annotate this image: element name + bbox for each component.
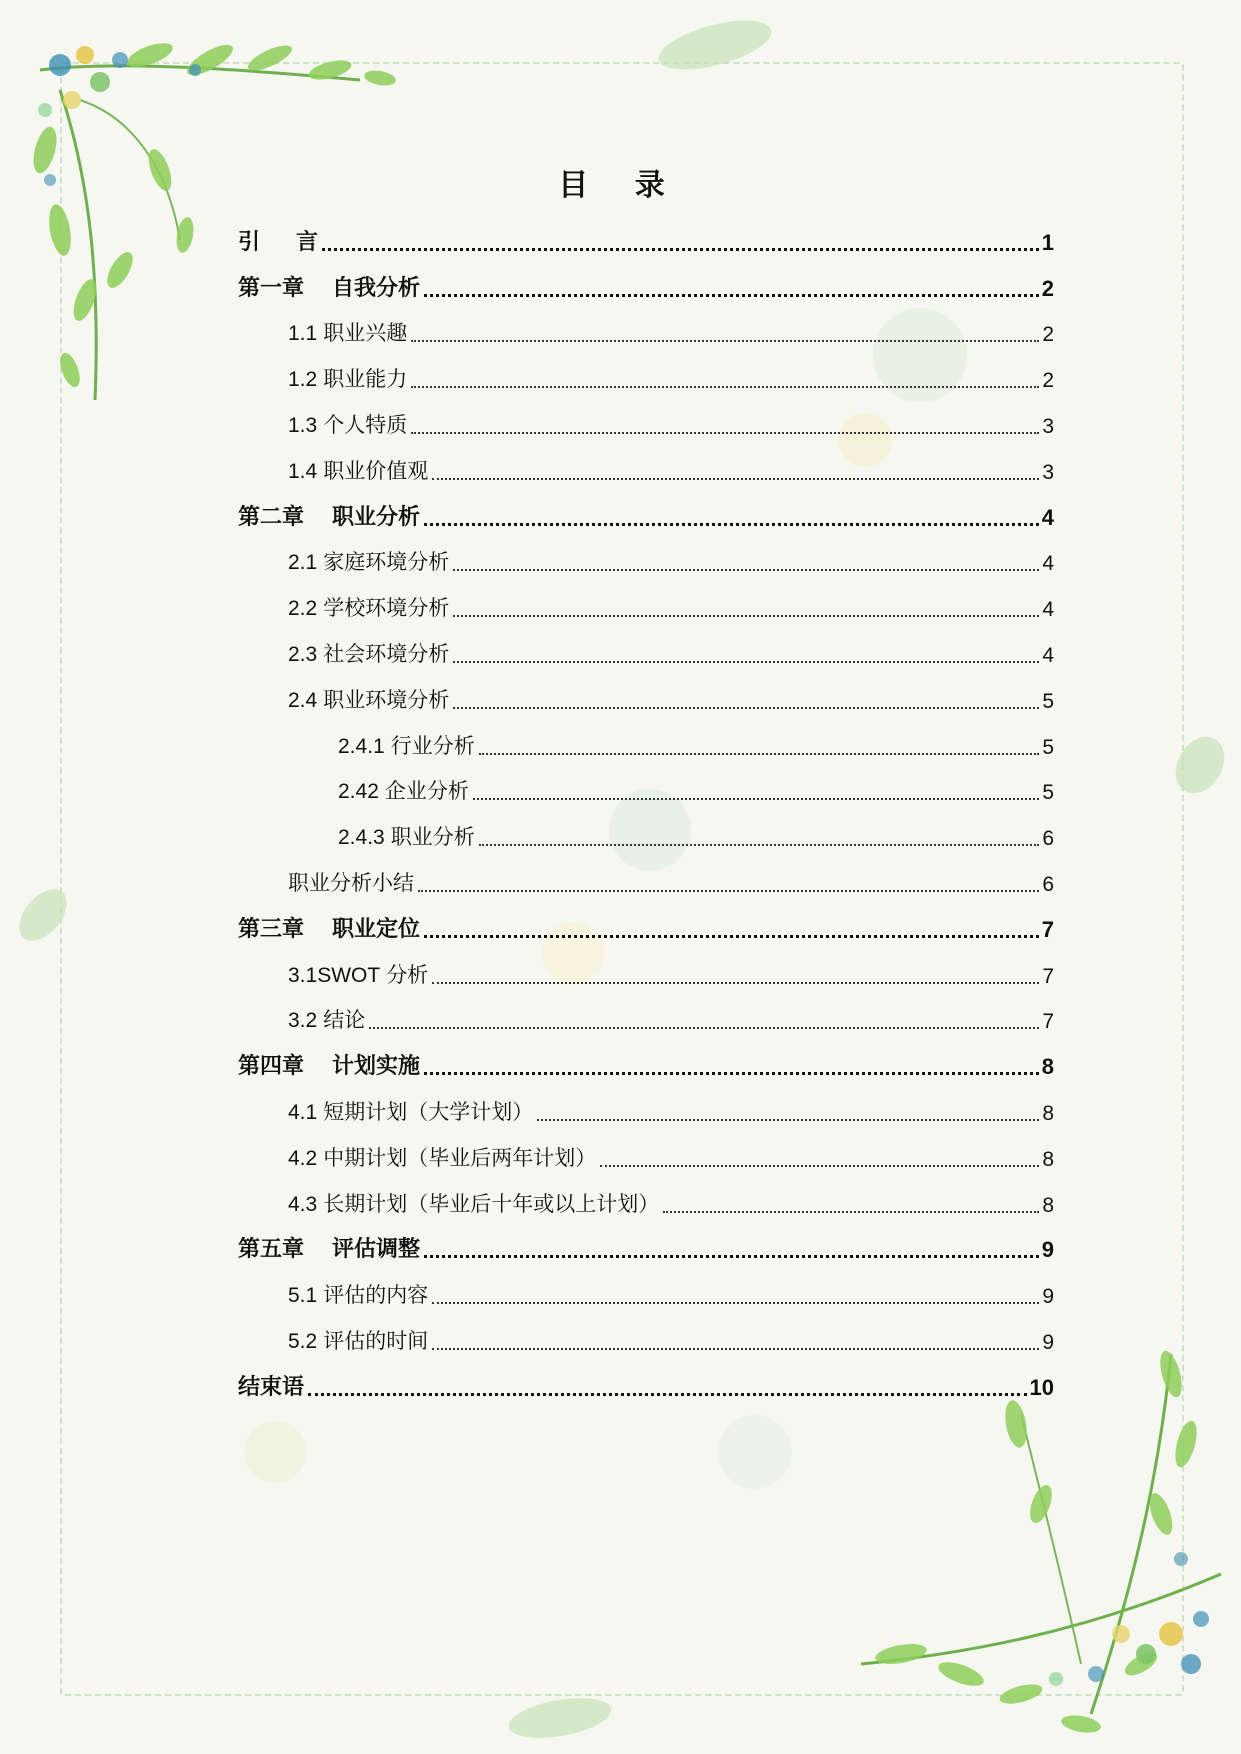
faint-leaf-top	[650, 15, 780, 75]
toc-section-entry[interactable]	[238, 954, 1054, 1000]
toc-page-number: 9	[1042, 1285, 1054, 1309]
toc-section-number: 2.42	[338, 780, 379, 804]
toc-dot-leader	[432, 1348, 1039, 1350]
toc-entry-text: 计划实施	[332, 1054, 421, 1080]
toc-entry-label	[288, 1004, 365, 1034]
toc-entry-label	[238, 1049, 420, 1080]
toc-page-number: 8	[1042, 1193, 1054, 1217]
toc-entry-label	[288, 546, 449, 576]
toc-dot-leader	[473, 798, 1039, 800]
toc-section-entry[interactable]	[238, 816, 1054, 862]
toc-section-number: 5.2	[288, 1329, 318, 1353]
toc-entry-label	[288, 592, 449, 622]
toc-dot-leader	[453, 569, 1039, 571]
toc-section-number: 1.1	[288, 322, 318, 346]
toc-dot-leader	[424, 935, 1039, 938]
toc-page-number: 3	[1042, 414, 1054, 438]
toc-dot-leader	[663, 1211, 1039, 1213]
toc-section-entry[interactable]	[238, 725, 1054, 771]
toc-dot-leader	[424, 523, 1039, 526]
toc-entry-label	[288, 867, 414, 897]
toc-entry-label	[238, 271, 420, 302]
toc-section-entry[interactable]	[238, 1091, 1054, 1137]
toc-page-number: 4	[1042, 643, 1054, 667]
toc-page-number: 4	[1042, 598, 1054, 622]
toc-entry-text: 评估的时间	[323, 1328, 429, 1353]
toc-entry-label	[338, 775, 469, 805]
toc-entry-text: 个人特质	[323, 412, 408, 437]
toc-entry-label	[288, 363, 407, 393]
toc-section-number: 1.2	[288, 368, 318, 392]
toc-section-number: 4.1	[288, 1100, 318, 1124]
toc-section-number: 2.1	[288, 551, 318, 575]
toc-entry-text: 言	[296, 229, 319, 255]
toc-entry-label	[288, 1325, 428, 1355]
toc-section-number: 3.2	[288, 1009, 318, 1033]
toc-chapter-number: 第二章	[238, 504, 305, 530]
toc-entry-text: 职业兴趣	[323, 321, 408, 346]
toc-entry-label	[238, 1370, 304, 1401]
toc-section-entry[interactable]	[238, 1320, 1054, 1366]
toc-section-number: 4.2	[288, 1146, 318, 1170]
toc-section-number: 2.3	[288, 642, 318, 666]
toc-section-entry[interactable]	[238, 1137, 1054, 1183]
toc-section-entry[interactable]	[238, 313, 1054, 359]
toc-section-entry[interactable]	[238, 1183, 1054, 1229]
toc-page-number: 7	[1042, 1010, 1054, 1034]
toc-dot-leader	[369, 1027, 1039, 1029]
toc-entry-label	[238, 1232, 420, 1263]
toc-entry-text: 职业价值观	[323, 458, 429, 483]
faint-leaf-left	[15, 880, 70, 950]
toc-page-number: 2	[1042, 369, 1054, 393]
toc-section-entry[interactable]	[238, 679, 1054, 725]
toc-page-number: 6	[1042, 872, 1054, 896]
toc-entry-label	[288, 455, 428, 485]
toc-dot-leader	[411, 340, 1039, 342]
toc-page-number: 5	[1042, 781, 1054, 805]
toc-entry-label	[338, 821, 475, 851]
toc-section-entry[interactable]	[238, 633, 1054, 679]
toc-chapter-number: 引	[238, 229, 261, 255]
toc-entry-label	[238, 225, 318, 256]
toc-dot-leader	[453, 661, 1039, 663]
toc-entry-text: 分析	[386, 962, 429, 987]
toc-section-entry[interactable]	[238, 404, 1054, 450]
toc-entry-text: 短期计划（大学计划）	[323, 1099, 534, 1124]
toc-dot-leader	[322, 248, 1039, 251]
toc-section-number: 2.4.1	[338, 734, 385, 758]
toc-section-number: 2.4.3	[338, 826, 385, 850]
toc-entry-text: 企业分析	[384, 779, 469, 804]
toc-entry-text: 评估的内容	[323, 1283, 429, 1308]
toc-entry-label	[288, 1142, 596, 1172]
toc-page-number: 1	[1041, 229, 1054, 255]
toc-dot-leader	[600, 1165, 1039, 1167]
toc-entry-label	[288, 1096, 533, 1126]
toc-entry-text: 长期计划（毕业后十年或以上计划）	[323, 1191, 660, 1216]
toc-chapter-number: 第三章	[238, 916, 305, 942]
toc-page-number: 6	[1042, 827, 1054, 851]
toc-chapter-entry[interactable]	[238, 221, 1054, 267]
toc-entry-text: 家庭环境分析	[323, 550, 450, 575]
toc-section-entry[interactable]	[238, 450, 1054, 496]
toc-entry-label	[288, 409, 407, 439]
toc-section-number: 1.4	[288, 459, 318, 483]
toc-entry-text: 职业定位	[332, 916, 421, 942]
toc-entry-text: 评估调整	[332, 1237, 421, 1263]
toc-chapter-entry[interactable]	[238, 496, 1054, 542]
toc-page-number: 3	[1042, 460, 1054, 484]
toc-chapter-entry[interactable]	[238, 267, 1054, 313]
toc-dot-leader	[432, 1302, 1039, 1304]
toc-entry-text: 结束语	[238, 1374, 305, 1400]
toc-page-number: 8	[1041, 1054, 1054, 1080]
toc-entry-text: 自我分析	[332, 275, 421, 301]
toc-section-number: 4.3	[288, 1192, 318, 1216]
toc-entry-text: 职业分析小结	[288, 870, 414, 895]
toc-entry-text: 职业分析	[390, 825, 475, 850]
toc-page-number: 5	[1042, 689, 1054, 713]
toc-entry-text: 学校环境分析	[323, 596, 450, 621]
toc-dot-leader	[453, 615, 1039, 617]
toc-chapter-entry[interactable]	[238, 908, 1054, 954]
toc-entry-text: 社会环境分析	[323, 641, 450, 666]
toc-entry-text: 职业环境分析	[323, 687, 450, 712]
toc-dot-leader	[411, 432, 1039, 434]
toc-dot-leader	[424, 1072, 1039, 1075]
toc-page-number: 2	[1041, 275, 1054, 301]
toc-chapter-number: 第四章	[238, 1054, 305, 1080]
toc-page-number: 8	[1042, 1147, 1054, 1171]
toc-page-number: 7	[1042, 964, 1054, 988]
toc-chapter-number: 第五章	[238, 1237, 305, 1263]
toc-entry-text: 职业分析	[332, 504, 421, 530]
faint-leaf-right	[1170, 730, 1230, 800]
toc-page-number: 8	[1042, 1101, 1054, 1125]
toc-dot-leader	[479, 844, 1040, 846]
toc-entry-text: 结论	[323, 1008, 366, 1033]
toc-section-number: 1.3	[288, 413, 318, 437]
toc-dot-leader	[432, 982, 1039, 984]
toc-section-number: 2.4	[288, 688, 318, 712]
faint-leaf-bottom	[500, 1690, 620, 1745]
toc-page-number: 4	[1041, 504, 1054, 530]
toc-chapter-entry[interactable]	[238, 1366, 1054, 1412]
toc-dot-leader	[418, 890, 1039, 892]
toc-entry-label	[288, 317, 407, 347]
toc-entry-label	[288, 684, 449, 714]
toc-page-number: 10	[1029, 1374, 1054, 1400]
toc-entry-label	[238, 912, 420, 943]
toc-page-number: 2	[1042, 323, 1054, 347]
toc-entry-label	[338, 730, 475, 760]
toc-dot-leader	[479, 753, 1040, 755]
toc-entry-label	[288, 1188, 659, 1218]
toc-dot-leader	[453, 707, 1039, 709]
toc-chapter-number: 第一章	[238, 275, 305, 301]
toc-dot-leader	[424, 1255, 1039, 1258]
toc-dot-leader	[411, 386, 1039, 388]
toc-section-entry[interactable]	[238, 1000, 1054, 1046]
toc-chapter-entry[interactable]	[238, 1229, 1054, 1275]
toc-dot-leader	[424, 294, 1039, 297]
toc-entry-text: 行业分析	[390, 733, 475, 758]
toc-entry-text: 职业能力	[323, 367, 408, 392]
toc-entry-label	[238, 500, 420, 531]
toc-page-number: 4	[1042, 552, 1054, 576]
toc-entry-label	[288, 959, 428, 989]
toc-page-number: 9	[1041, 1237, 1054, 1263]
toc-chapter-entry[interactable]	[238, 1045, 1054, 1091]
toc-section-entry[interactable]	[238, 862, 1054, 908]
toc-page-number: 5	[1042, 735, 1054, 759]
toc-page-number: 7	[1041, 916, 1054, 942]
toc-section-number: 3.1SWOT	[288, 963, 381, 987]
toc-title: 目 录	[558, 168, 683, 203]
table-of-contents	[238, 221, 1054, 1412]
toc-section-entry[interactable]	[238, 771, 1054, 817]
toc-entry-text: 中期计划（毕业后两年计划）	[323, 1145, 597, 1170]
toc-dot-leader	[432, 478, 1039, 480]
toc-section-number: 2.2	[288, 597, 318, 621]
toc-section-entry[interactable]	[238, 1274, 1054, 1320]
toc-page-number: 9	[1042, 1330, 1054, 1354]
toc-section-entry[interactable]	[238, 587, 1054, 633]
toc-section-entry[interactable]	[238, 542, 1054, 588]
toc-section-entry[interactable]	[238, 358, 1054, 404]
toc-entry-label	[288, 638, 449, 668]
toc-dot-leader	[308, 1393, 1027, 1396]
toc-dot-leader	[537, 1119, 1039, 1121]
toc-entry-label	[288, 1279, 428, 1309]
toc-section-number: 5.1	[288, 1284, 318, 1308]
